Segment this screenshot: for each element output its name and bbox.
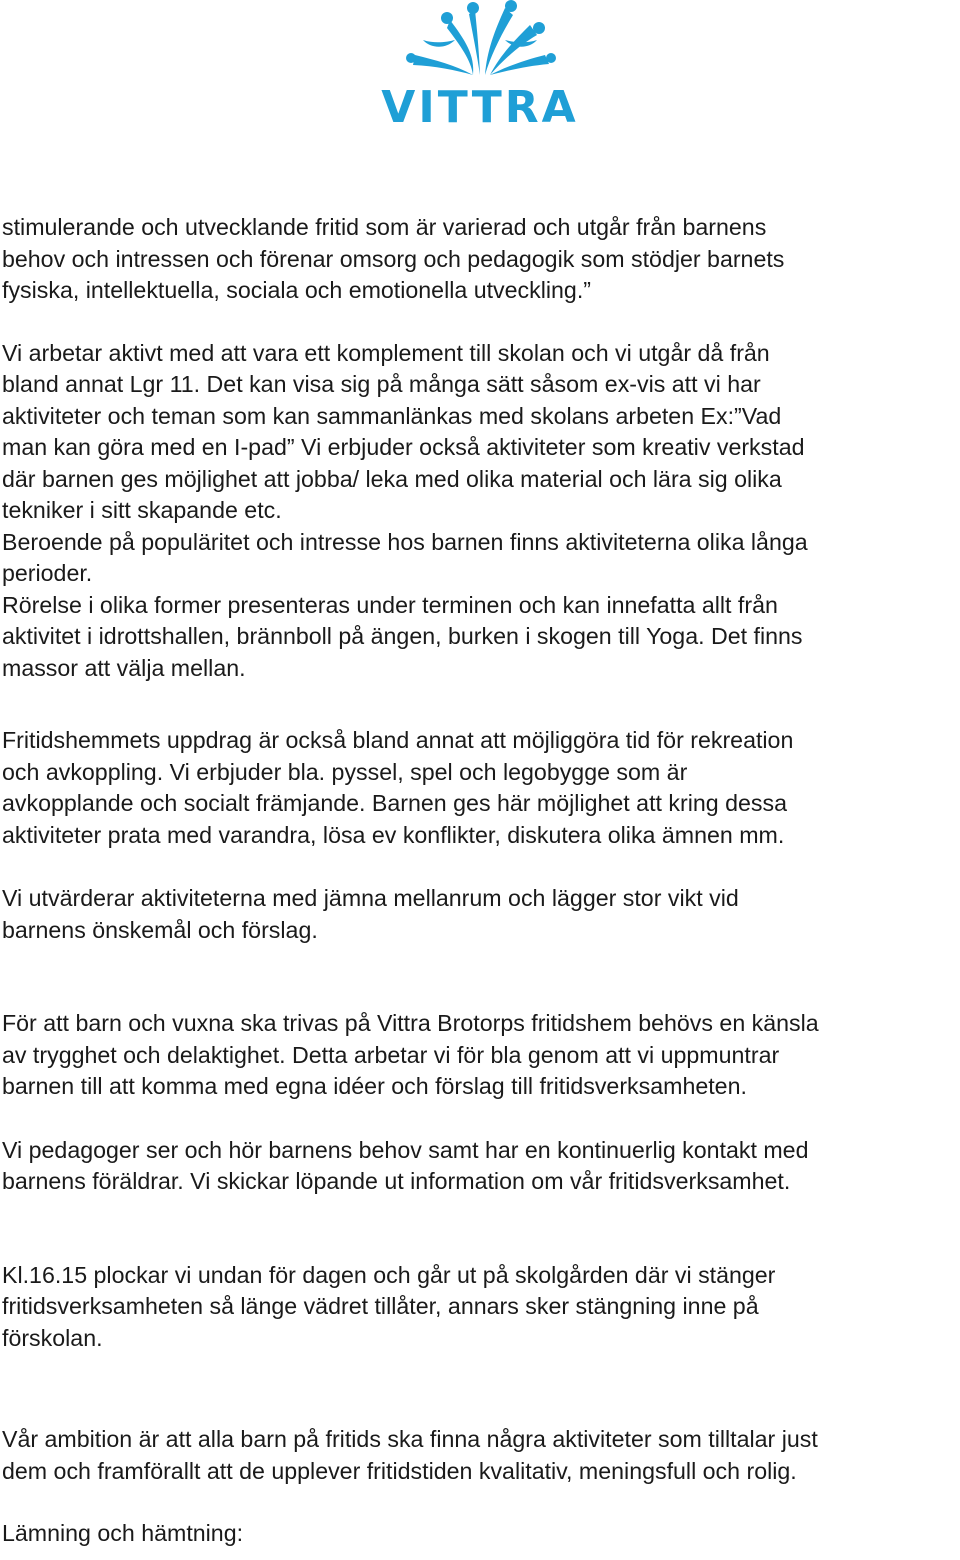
paragraph-activities xyxy=(2,338,960,685)
dancing-figures-icon xyxy=(406,0,556,75)
section-heading-pickup: Lämning och hämtning: xyxy=(2,1520,244,1546)
text-line: Vår ambition är att alla barn på fritids ska finna några aktiviteter som tilltalar just xyxy=(2,1426,818,1452)
paragraph-recreation xyxy=(2,725,960,851)
vittra-logo xyxy=(355,0,605,130)
paragraph-parents xyxy=(2,1135,960,1198)
text-line: förskolan. xyxy=(2,1324,103,1351)
paragraph-ambition xyxy=(2,1424,960,1487)
text-line: man kan göra med en I-pad” Vi erbjuder också aktiviteter som kreativ verkstad xyxy=(2,434,805,460)
text-line: dem och framförallt att de upplever fritidstiden kvalitativ, meningsfull och rolig. xyxy=(2,1457,797,1484)
text-line: barnens önskemål och förslag. xyxy=(2,916,318,943)
paragraph-wellbeing xyxy=(2,1008,960,1103)
paragraph-evaluation xyxy=(2,883,960,946)
paragraph-purpose xyxy=(2,212,960,307)
text-line: fritidsverksamheten så länge vädret tillåter, annars sker stängning inne på xyxy=(2,1293,759,1319)
text-line: stimulerande och utvecklande fritid som är varierad och utgår från barnens xyxy=(2,214,767,240)
text-line: För att barn och vuxna ska trivas på Vittra Brotorps fritidshem behövs en känsla xyxy=(2,1010,819,1036)
text-line: Rörelse i olika former presenteras under terminen och kan innefatta allt från xyxy=(2,591,778,618)
text-line: perioder. xyxy=(2,560,93,586)
text-line: avkopplande och socialt främjande. Barnen ges här möjlighet att kring dessa xyxy=(2,790,787,816)
text-line: Fritidshemmets uppdrag är också bland annat att möjliggöra tid för rekreation xyxy=(2,727,794,753)
text-line: Vi arbetar aktivt med att vara ett komplement till skolan och vi utgår då från xyxy=(2,339,770,366)
text-line: Beroende på populäritet och intresse hos barnen finns aktiviteterna olika långa xyxy=(2,528,808,555)
text-line: där barnen ges möjlighet att jobba/ leka med olika material och lära sig olika xyxy=(2,465,782,492)
vittra-logo-graphic xyxy=(355,0,605,130)
text-line: barnens föräldrar. Vi skickar löpande ut information om vår fritidsverksamhet. xyxy=(2,1168,791,1194)
text-line: behov och intressen och förenar omsorg och pedagogik som stödjer barnets xyxy=(2,245,785,272)
text-line: bland annat Lgr 11. Det kan visa sig på många sätt såsom ex-vis att vi har xyxy=(2,371,761,397)
text-line: Kl.16.15 plockar vi undan för dagen och går ut på skolgården där vi stänger xyxy=(2,1261,776,1288)
text-line: barnen till att komma med egna idéer och förslag till fritidsverksamheten. xyxy=(2,1073,747,1099)
text-line: massor att välja mellan. xyxy=(2,654,246,681)
vittra-logo-wordmark: VITTRA xyxy=(381,82,579,130)
text-line: av trygghet och delaktighet. Detta arbetar vi för bla genom att vi uppmuntrar xyxy=(2,1041,780,1068)
text-line: Vi pedagoger ser och hör barnens behov samt har en kontinuerlig kontakt med xyxy=(2,1136,809,1163)
document-body xyxy=(2,212,960,1550)
text-line: aktiviteter prata med varandra, lösa ev konflikter, diskutera olika ämnen mm. xyxy=(2,821,785,848)
text-line: tekniker i sitt skapande etc. xyxy=(2,497,282,523)
text-line: fysiska, intellektuella, sociala och emotionella utveckling.” xyxy=(2,277,591,303)
text-line: och avkoppling. Vi erbjuder bla. pyssel, spel och legobygge som är xyxy=(2,758,688,785)
text-line: aktiviteter och teman som kan sammanlänkas med skolans arbeten Ex:”Vad xyxy=(2,402,782,429)
text-line: Vi utvärderar aktiviteterna med jämna mellanrum och lägger stor vikt vid xyxy=(2,885,739,911)
text-line: aktivitet i idrottshallen, brännboll på ängen, burken i skogen till Yoga. Det finns xyxy=(2,623,803,649)
paragraph-closing-time xyxy=(2,1260,960,1355)
